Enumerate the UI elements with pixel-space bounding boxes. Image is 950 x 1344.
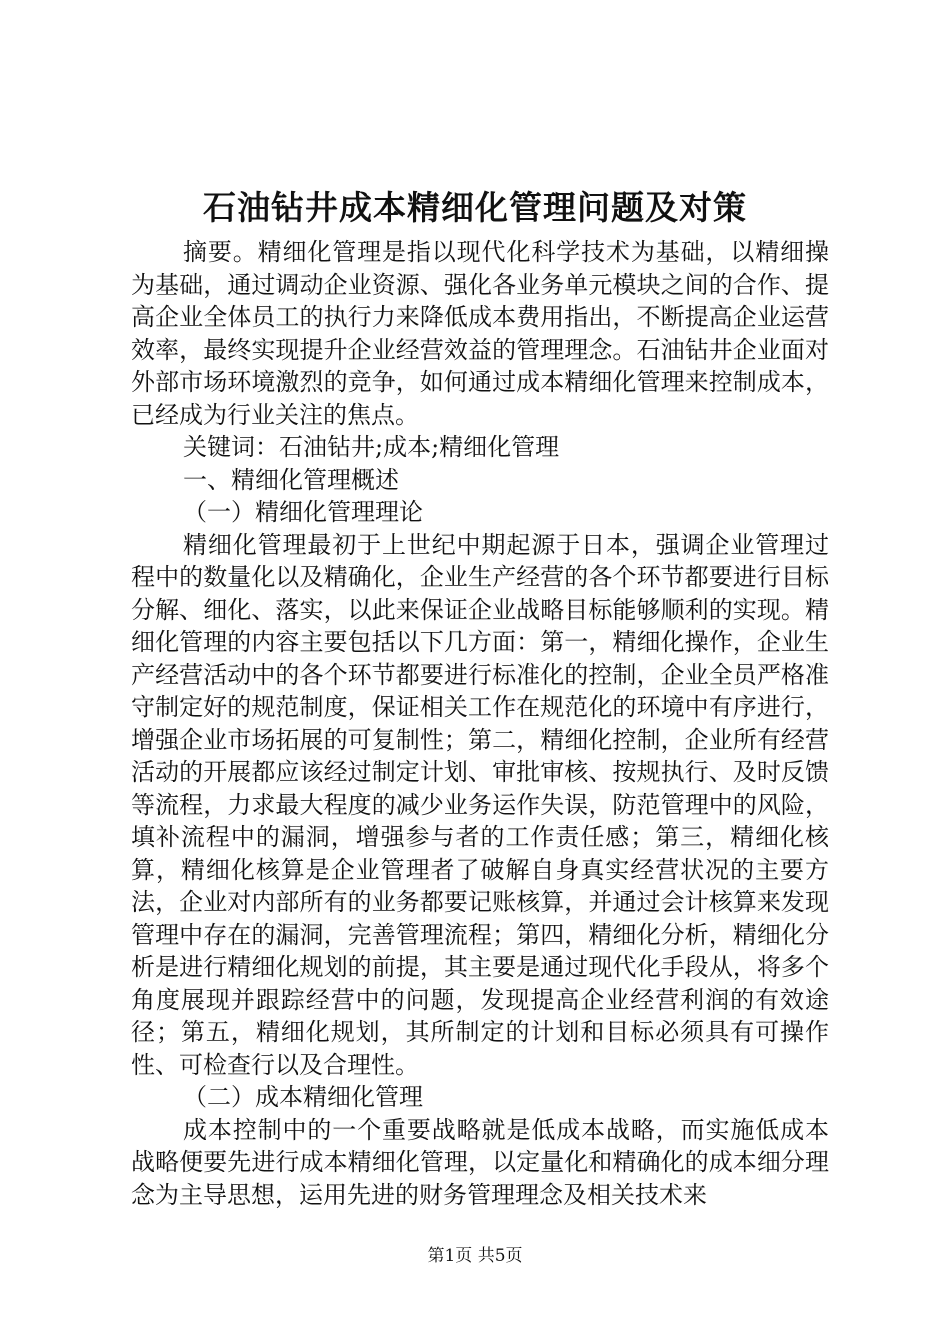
subsection-heading: （二）成本精细化管理 bbox=[183, 1083, 423, 1111]
page-number: 第1页 共5页 bbox=[427, 1246, 523, 1266]
keywords-line: 关键词：石油钻井;成本;精细化管理 bbox=[183, 433, 560, 461]
body-paragraph: 精细化管理最初于上世纪中期起源于日本，强调企业管理过程中的数量化以及精确化，企业生产经营的各个环节都要进行目标分解、细化、落实，以此来保证企业战略目标能够顺利的实现。精细化管理的内容主要包括以下几方面：第一，精细化操作，企业生产经营活动中的各个环节都要进行标准化的控制，企业全员严格准守制定好的规范制度，保证相关工作在规范化的环境中有序进行，增强企业市场拓展的可复制性；第二，精细化控制，企业所有经营活动的开展都应该经过制定计划、审批审核、按规执行、及时反馈等流程，力求最大程度的减少业务运作失误，防范管理中的风险，填补流程中的漏洞，增强参与者的工作责任感；第三，精细化核算，精细化核算是企业管理者了破解自身真实经营状况的主要方法，企业对内部所有的业务都要记账核算，并通过会计核算来发现管理中存在的漏洞，完善管理流程；第四，精细化分析，精细化分析是进行精细化规划的前提，其主要是通过现代化手段从，将多个角度展现并跟踪经营中的问题，发现提高企业经营利润的有效途径；第五，精细化规划，其所制定的计划和目标必须具有可操作性、可检查行以及合理性。 bbox=[131, 530, 829, 1079]
subsection-heading: （一）精细化管理理论 bbox=[183, 498, 423, 526]
abstract-paragraph: 摘要。精细化管理是指以现代化科学技术为基础，以精细操为基础，通过调动企业资源、强化各业务单元模块之间的合作、提高企业全体员工的执行力来降低成本费用指出，不断提高企业运营效率，最终实现提升企业经营效益的管理理念。石油钻井企业面对外部市场环境激烈的竞争，如何通过成本精细化管理来控制成本，已经成为行业关注的焦点。 bbox=[131, 238, 829, 429]
body-paragraph: 成本控制中的一个重要战略就是低成本战略，而实施低成本战略便要先进行成本精细化管理，以定量化和精确化的成本细分理念为主导思想，运用先进的财务管理理念及相关技术来 bbox=[131, 1115, 829, 1209]
document-body bbox=[131, 236, 829, 1211]
document-title: 石油钻井成本精细化管理问题及对策 bbox=[203, 188, 747, 227]
section-heading: 一、精细化管理概述 bbox=[183, 465, 399, 494]
